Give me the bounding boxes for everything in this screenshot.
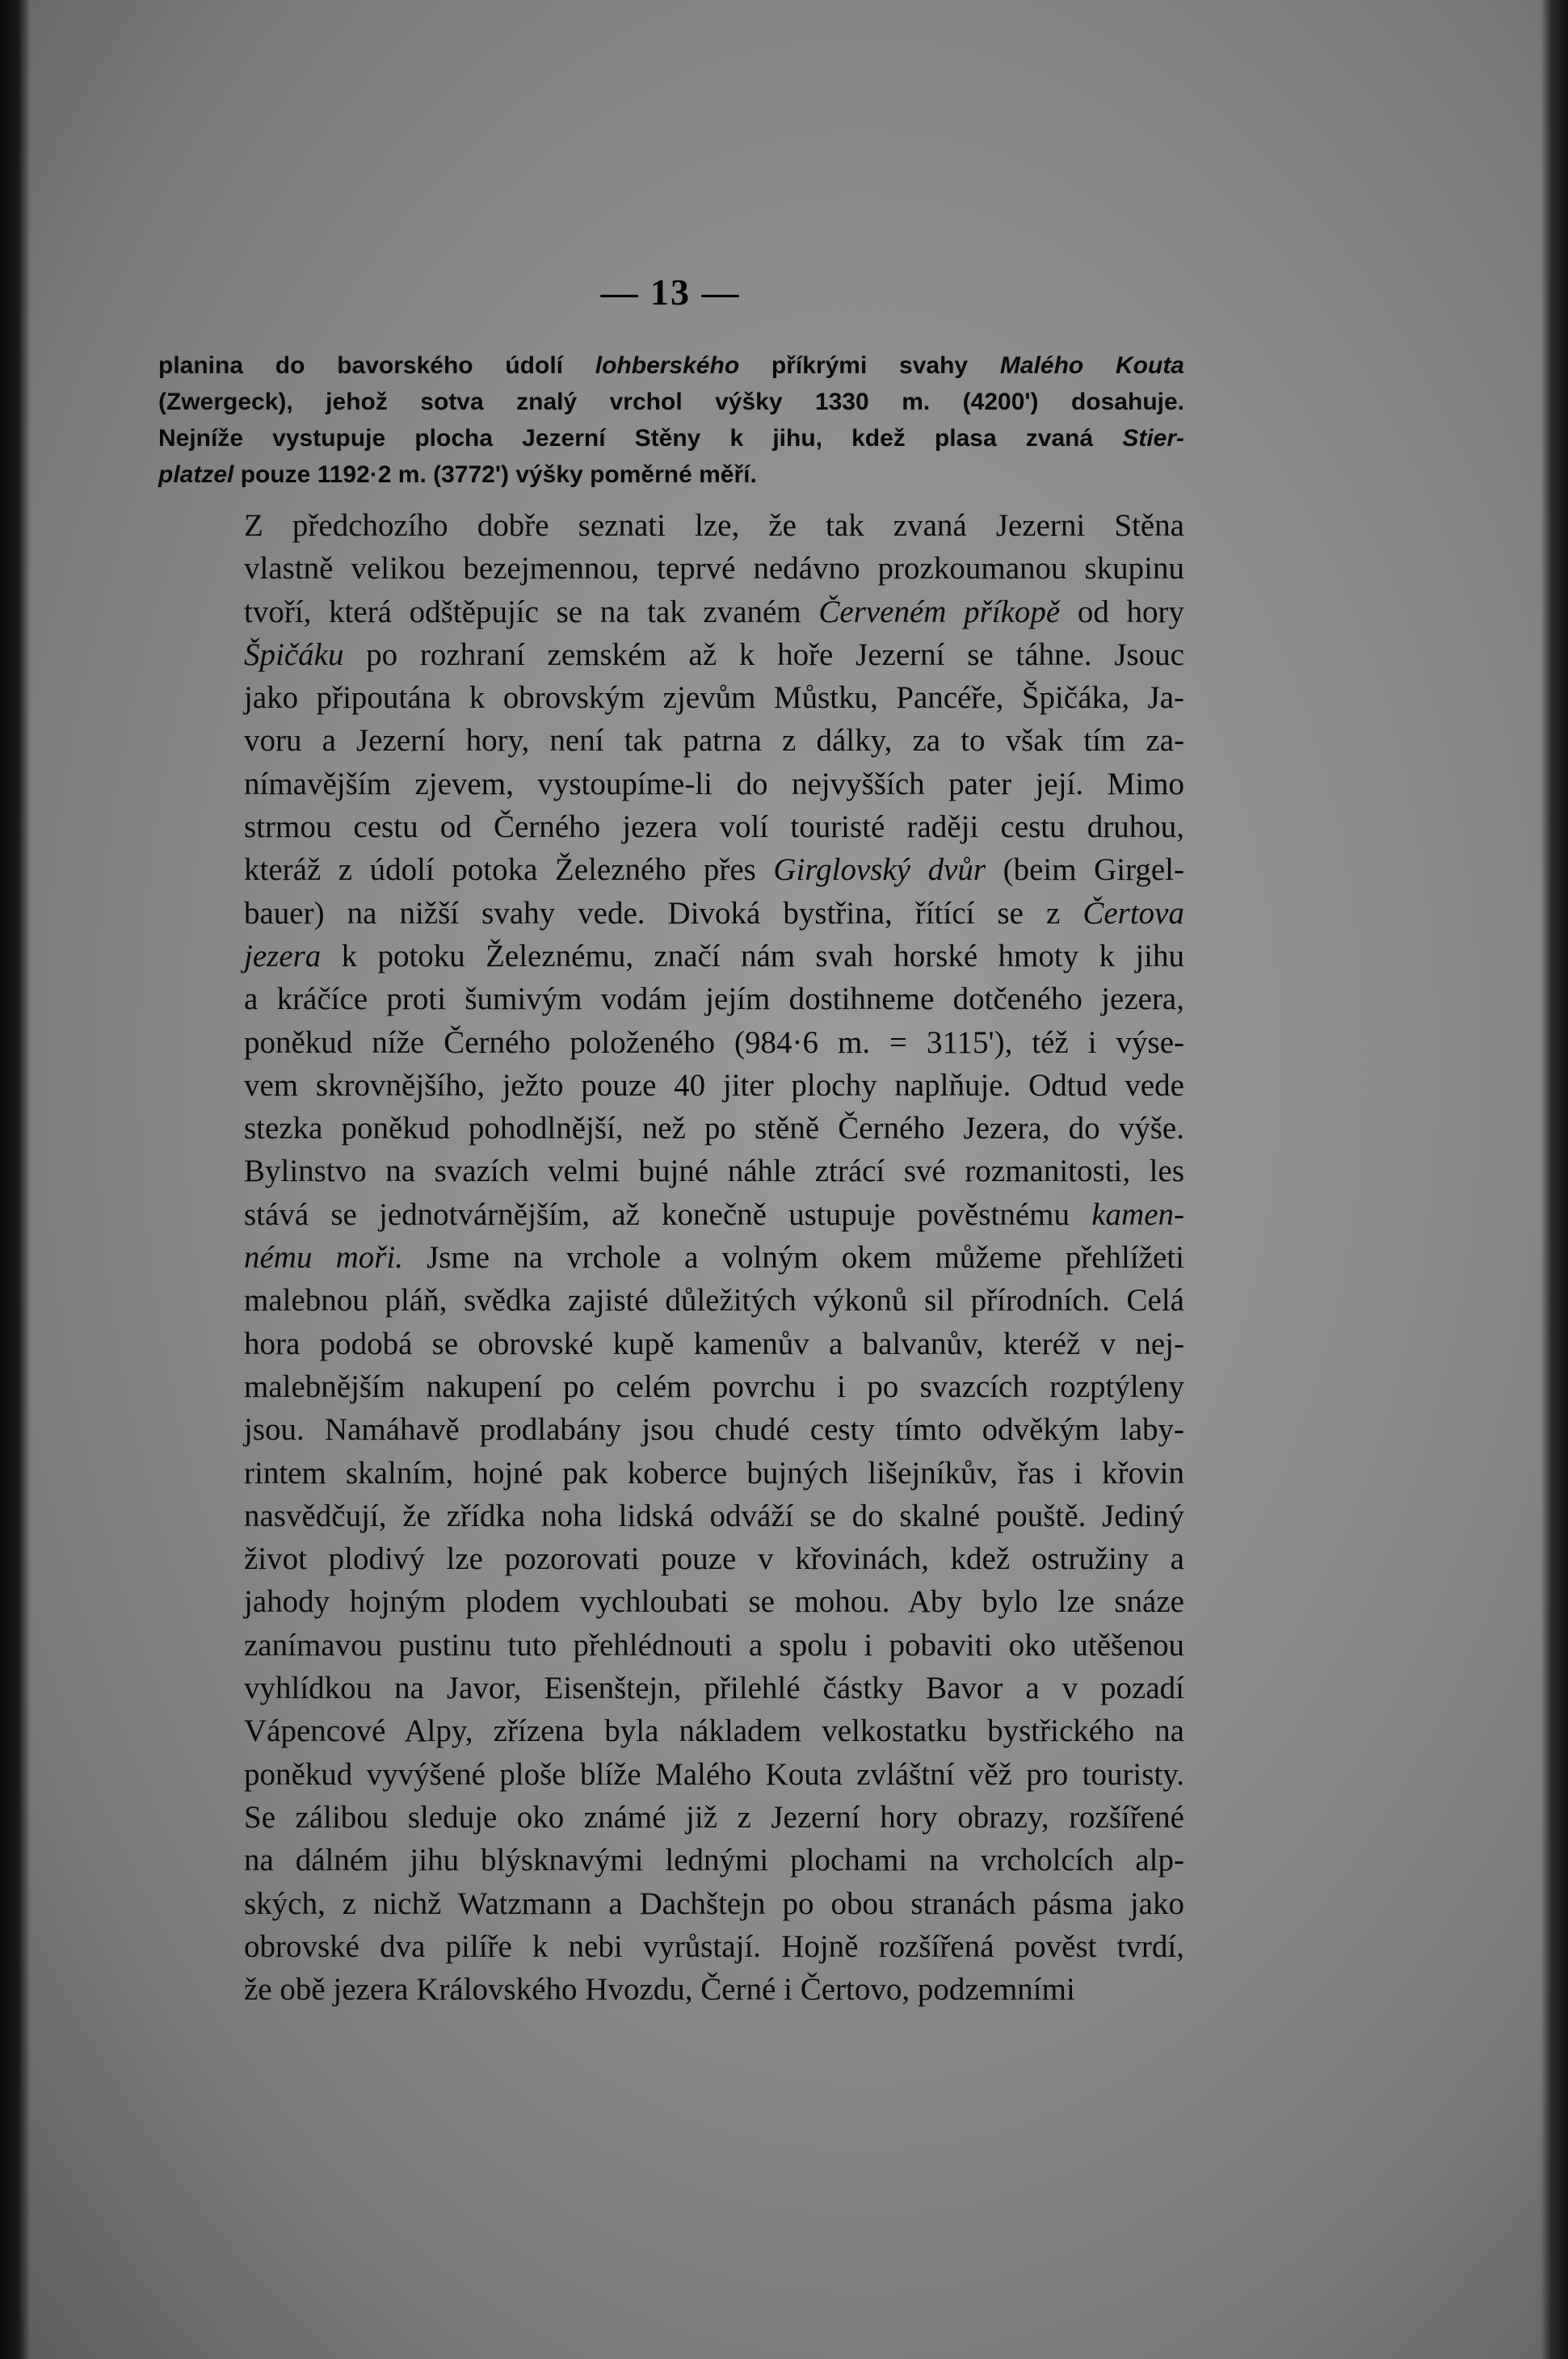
page-number: — 13 — (600, 271, 741, 313)
text-line (158, 763, 1184, 805)
text-segment: na dálném jihu blýsknavými lednými plochami na vrcholcích alp- (244, 1843, 1184, 1878)
text-line (158, 1236, 1184, 1279)
text-line (158, 1021, 1184, 1064)
text-line (158, 1150, 1184, 1192)
text-segment: vlastně velikou bezejmennou, teprvé nedávno prozkoumanou skupinu (244, 551, 1184, 587)
text-segment: stává se jednotvárnějším, až konečně ustupuje pověstnému (244, 1196, 1092, 1232)
text-segment: Vápencové Alpy, zřízena byla nákladem velkostatku bystřického na (244, 1714, 1184, 1749)
text-segment: příkrými svahy (739, 352, 1000, 379)
text-segment: malebnějším nakupení po celém povrchu i po svazcích rozptýleny (244, 1369, 1184, 1404)
text-segment: a kráčíce proti šumivým vodám jejím dostihneme dotčeného jezera, (244, 982, 1184, 1017)
text-segment: k potoku Železnému, značí nám svah horské hmoty k jihu (321, 938, 1184, 973)
text-segment: od hory (1060, 594, 1184, 629)
text-segment: pouze 1192·2 m. (3772') výšky poměrné měří. (233, 461, 757, 488)
text-segment: malebnou pláň, svědka zajisté důležitých výkonů sil přírodních. Celá (244, 1283, 1184, 1318)
page-text (158, 347, 1184, 2011)
text-line (158, 1925, 1184, 1968)
text-line (158, 719, 1184, 762)
text-segment: jsou. Namáhavě prodlabány jsou chudé cesty tímto odvěkým laby- (244, 1412, 1184, 1448)
text-line (158, 547, 1184, 590)
right-scan-edge (1541, 0, 1568, 2359)
italic-term: Stier- (1122, 425, 1184, 452)
text-segment: poněkud níže Černého položeného (984·6 m. = 3115'), též i výse- (244, 1024, 1184, 1060)
text-segment: nasvědčují, že zřídka noha lidská odváží se do skalné pouště. Jediný (244, 1498, 1184, 1533)
italic-term: jezera (244, 938, 322, 973)
italic-term: lohberského (595, 352, 740, 379)
text-line (158, 633, 1184, 676)
text-line (158, 347, 1184, 384)
italic-term: Špičáku (244, 637, 344, 672)
text-line (158, 1753, 1184, 1796)
text-segment: (Zwergeck), jehož sotva znalý vrchol výšky 1330 m. (4200') dosahuje. (158, 389, 1184, 415)
text-line (158, 1408, 1184, 1451)
left-scan-edge (0, 0, 31, 2359)
text-segment: rintem skalním, hojné pak koberce bujných lišejníkův, řas i křovin (244, 1455, 1184, 1491)
italic-term: nému moři. (244, 1240, 403, 1276)
text-segment: zanímavou pustinu tuto přehlédnouti a spolu i pobaviti oko utěšenou (244, 1627, 1184, 1663)
text-line (158, 935, 1184, 978)
text-segment: Z předchozího dobře seznati lze, že tak zvaná Jezerni Stěna (244, 508, 1184, 543)
text-line (158, 892, 1184, 935)
text-line (158, 1796, 1184, 1839)
text-segment: obrovské dva pilíře k nebi vyrůstají. Hojně rozšířená pověst tvrdí, (244, 1928, 1184, 1964)
text-line (158, 1452, 1184, 1495)
text-line (158, 420, 1184, 456)
body-paragraph (158, 504, 1184, 2011)
text-line (158, 591, 1184, 633)
text-segment: tvoří, která odštěpujíc se na tak zvaném (244, 594, 819, 629)
text-segment: hora podobá se obrovské kupě kamenův a balvanův, kteréž v nej- (244, 1326, 1184, 1361)
text-line (158, 1322, 1184, 1365)
text-segment: Bylinstvo na svazích velmi bujné náhle ztrácí své rozmanitosti, les (244, 1154, 1184, 1189)
text-segment: Nejníže vystupuje plocha Jezerní Stěny k jihu, kdež plasa zvaná (158, 425, 1123, 452)
text-segment: Se zálibou sleduje oko známé již z Jezerní hory obrazy, rozšířené (244, 1799, 1184, 1835)
text-line (158, 1580, 1184, 1623)
text-line (158, 805, 1184, 848)
text-segment: Jsme na vrchole a volným okem můžeme přehlížeti (403, 1240, 1184, 1276)
text-line (158, 384, 1184, 420)
text-segment: bauer) na nižší svahy vede. Divoká bystřina, řítící se z (244, 895, 1083, 931)
italic-term: Čertova (1082, 895, 1184, 931)
text-line (158, 1193, 1184, 1236)
text-segment: že obě jezera Královského Hvozdu, Černé i Čertovo, podzemními (244, 1972, 1075, 2008)
italic-term: Červeném příkopě (818, 594, 1061, 629)
text-line (158, 1495, 1184, 1537)
text-line (158, 1064, 1184, 1107)
italic-term: platzel (158, 461, 234, 488)
text-line (158, 978, 1184, 1020)
text-line (158, 1537, 1184, 1580)
text-line (158, 1839, 1184, 1882)
text-line (158, 456, 1184, 493)
text-line (158, 1624, 1184, 1667)
text-segment: nímavějším zjevem, vystoupíme-li do nejvyšších pater její. Mimo (244, 766, 1184, 801)
text-line (158, 1667, 1184, 1709)
text-segment: život plodivý lze pozorovati pouze v křovinách, kdež ostružiny a (244, 1541, 1184, 1577)
text-segment: vyhlídkou na Javor, Eisenštejn, přilehlé částky Bavor a v pozadí (244, 1671, 1184, 1706)
text-segment: jako připoutána k obrovským zjevům Můstku, Pancéře, Špičáka, Ja- (244, 680, 1184, 716)
head-paragraph (158, 347, 1184, 493)
text-segment: ských, z nichž Watzmann a Dachštejn po obou stranách pásma jako (244, 1886, 1184, 1921)
text-line (158, 676, 1184, 719)
text-line (158, 1365, 1184, 1408)
text-line (158, 1968, 1184, 2011)
text-segment: (beim Girgel- (986, 852, 1184, 888)
text-segment: planina do bavorského údolí (158, 352, 595, 379)
text-segment: voru a Jezerní hory, není tak patrna z dálky, za to však tím za- (244, 723, 1184, 759)
italic-term: kamen- (1091, 1196, 1184, 1232)
text-segment: jahody hojným plodem vychloubati se mohou. Aby bylo lze snáze (244, 1584, 1184, 1620)
italic-term: Malého Kouta (999, 352, 1184, 379)
text-segment: poněkud vyvýšené ploše blíže Malého Kouta zvláštní věž pro touristy. (244, 1756, 1184, 1792)
text-segment: po rozhraní zemském až k hoře Jezerní se táhne. Jsouc (343, 637, 1184, 672)
text-line (158, 504, 1184, 547)
text-line (158, 1107, 1184, 1150)
text-segment: vem skrovnějšího, ježto pouze 40 jiter plochy naplňuje. Odtud vede (244, 1067, 1184, 1103)
text-segment: stezka poněkud pohodlnější, než po stěně Černého Jezera, do výše. (244, 1111, 1184, 1146)
text-line (158, 1709, 1184, 1752)
text-line (158, 1882, 1184, 1925)
text-line (158, 1279, 1184, 1322)
italic-term: Girglovský dvůr (773, 852, 986, 888)
text-segment: kteráž z údolí potoka Železného přes (244, 852, 774, 888)
text-segment: strmou cestu od Černého jezera volí touristé raději cestu druhou, (244, 809, 1184, 845)
text-line (158, 848, 1184, 891)
